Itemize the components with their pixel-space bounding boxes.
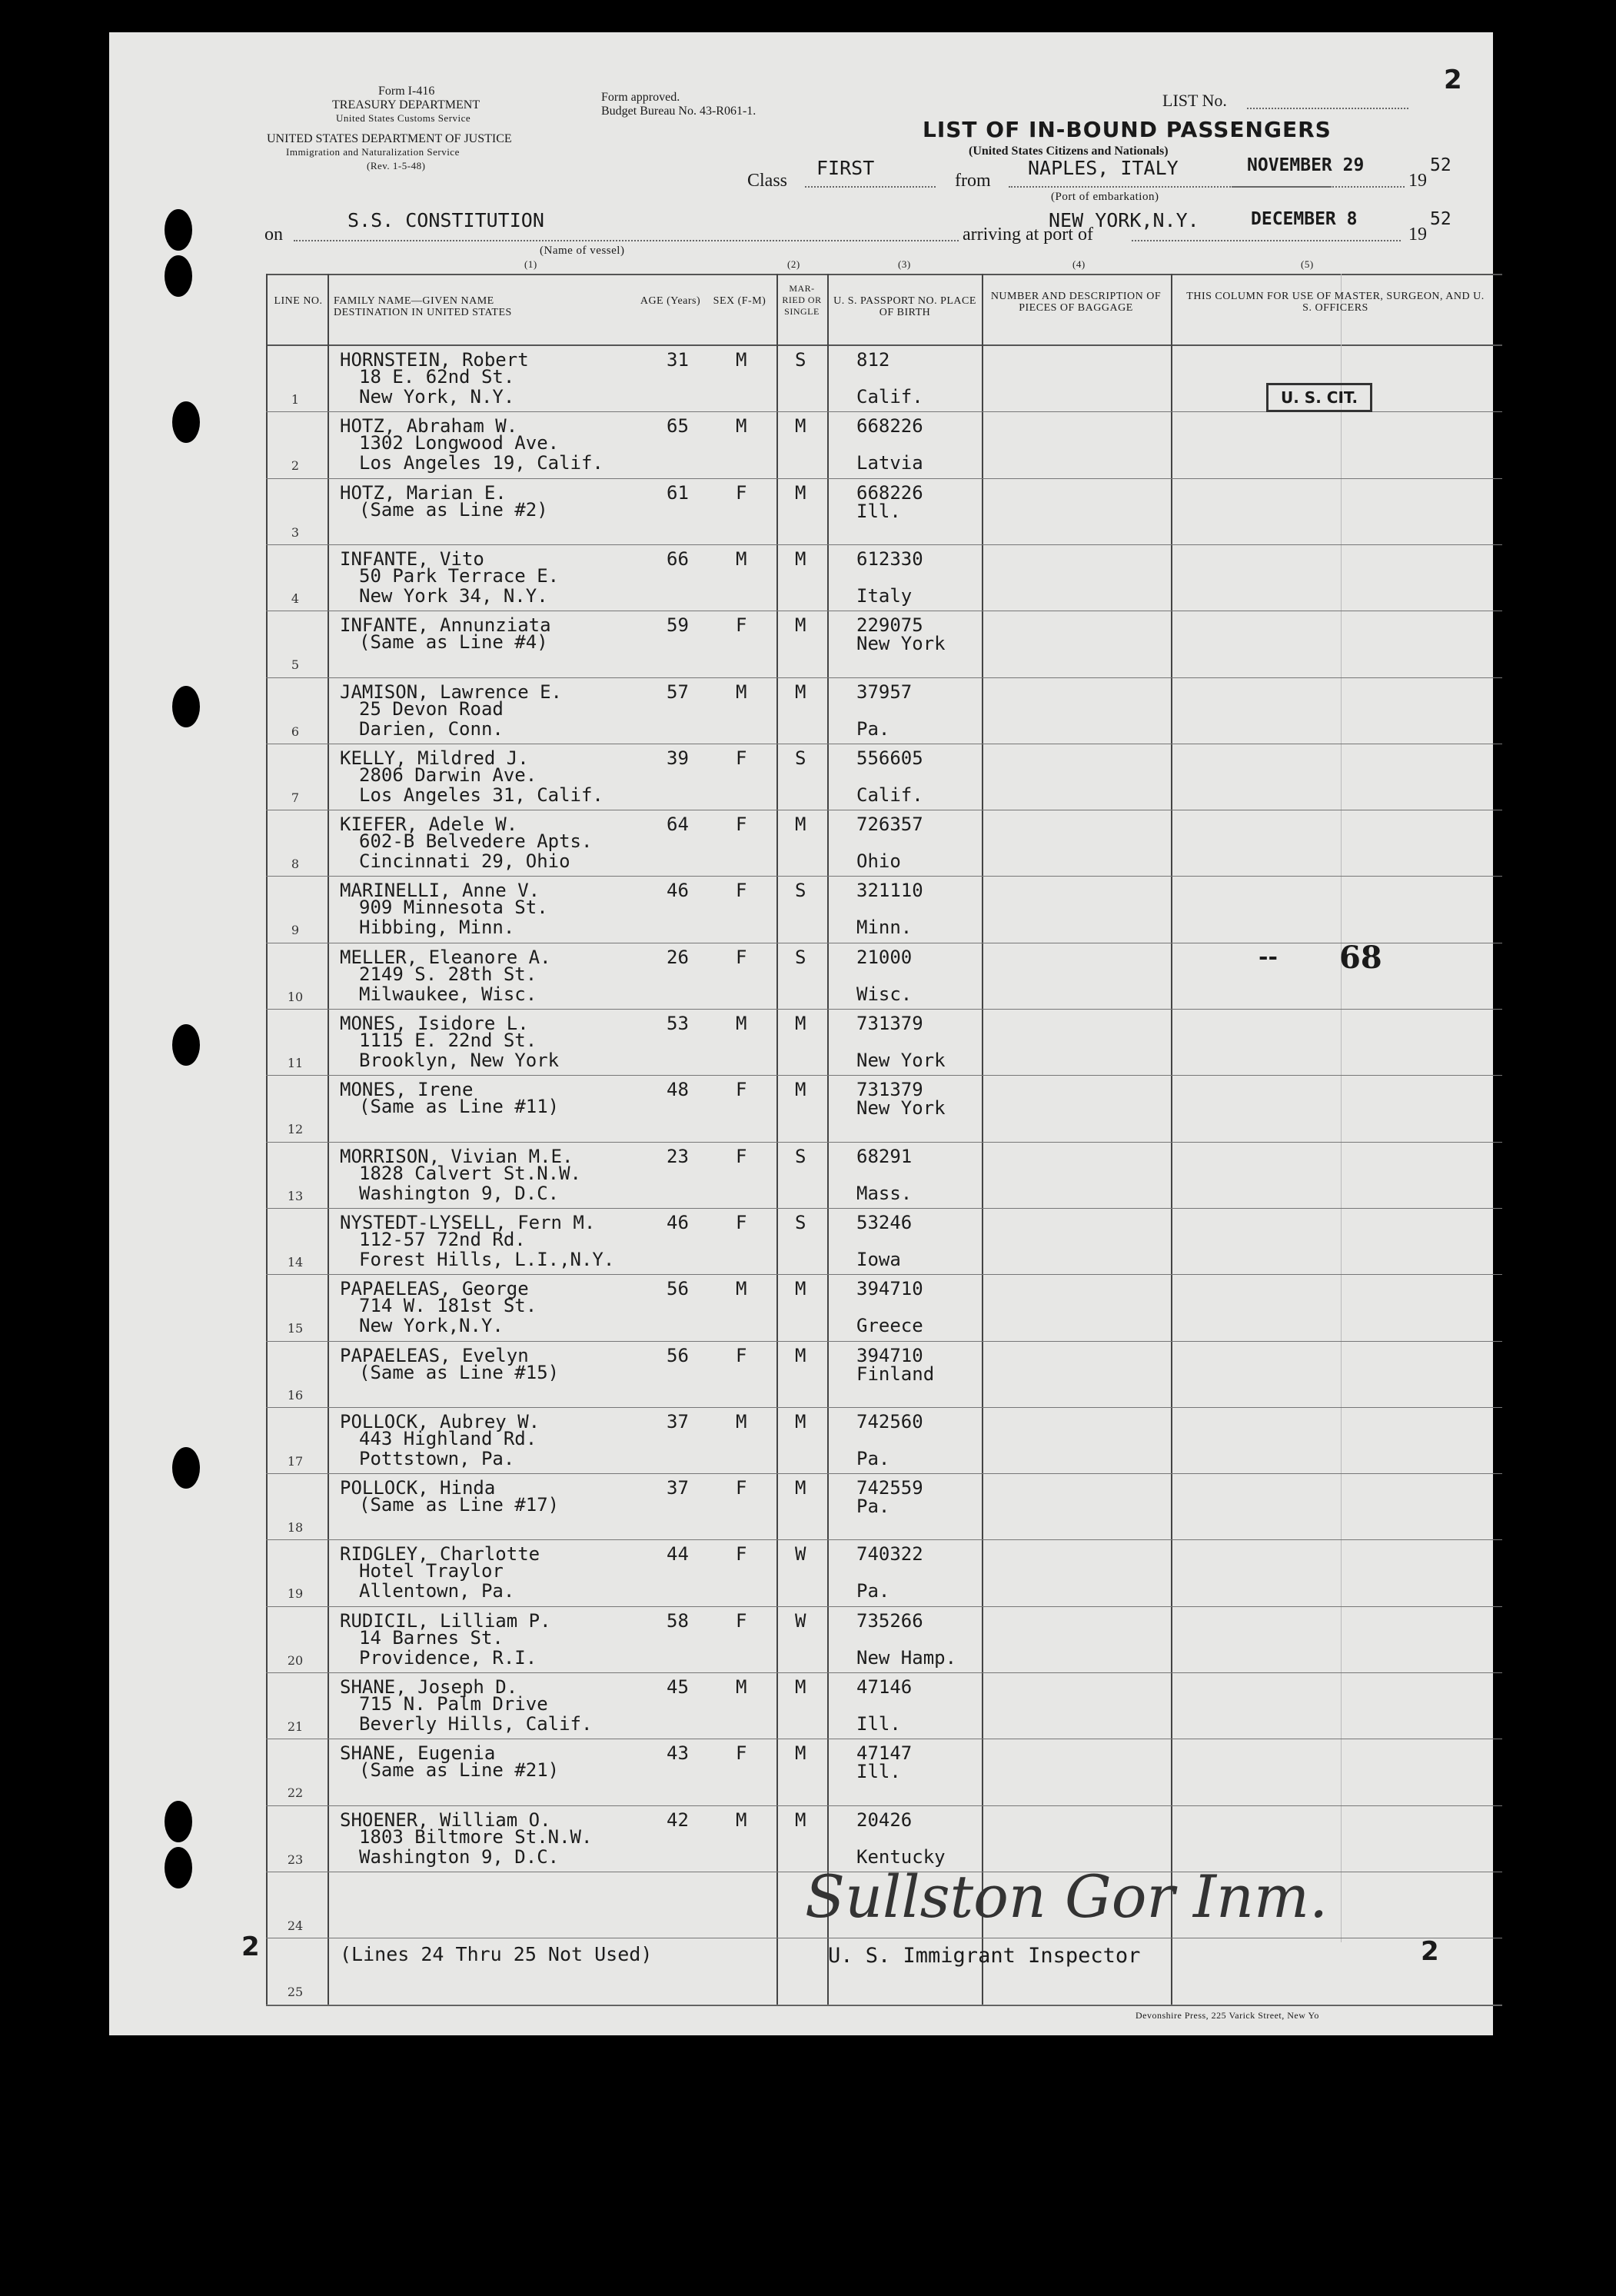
vessel-line: [294, 240, 959, 241]
passenger-sex: M: [736, 680, 747, 703]
passenger-name: SHOENER, William O.: [340, 1809, 551, 1831]
row-divider: [266, 677, 1502, 678]
passport-number: 740322: [856, 1543, 923, 1566]
passenger-name: RIDGLEY, Charlotte: [340, 1543, 540, 1566]
passenger-address-2: Hibbing, Minn.: [359, 917, 515, 939]
passport-number: 812: [856, 349, 890, 371]
margin-page-number-right: 2: [1421, 1936, 1439, 1967]
passport-number: 37957: [856, 680, 913, 703]
passenger-age: 45: [667, 1676, 689, 1698]
justice-dept: UNITED STATES DEPARTMENT OF JUSTICE: [267, 132, 512, 145]
passenger-sex: F: [736, 1609, 747, 1632]
place-of-birth: Pa.: [856, 717, 890, 740]
passenger-marital-status: S: [795, 946, 806, 968]
passport-number: 20426: [856, 1809, 913, 1831]
passenger-age: 64: [667, 814, 689, 836]
passenger-address-1: 2149 S. 28th St.: [359, 963, 537, 985]
place-of-birth: Ohio: [856, 850, 901, 873]
passenger-address-1: Hotel Traylor: [359, 1560, 504, 1582]
on-label: on: [264, 225, 283, 245]
header-married: MAR-RIED OR SINGLE: [782, 283, 822, 317]
table-top-border: [266, 274, 1502, 275]
document-subtitle: (United States Citizens and Nationals): [969, 145, 1169, 158]
passenger-name: SHANE, Joseph D.: [340, 1676, 518, 1698]
passenger-sex: F: [736, 1145, 747, 1167]
passenger-name: MARINELLI, Anne V.: [340, 880, 540, 902]
passport-number: 53246: [856, 1211, 913, 1233]
row-line-number: 10: [287, 989, 304, 1004]
budget-bureau: Budget Bureau No. 43-R061-1.: [601, 105, 756, 118]
passenger-age: 53: [667, 1013, 689, 1034]
passenger-name: KIEFER, Adele W.: [340, 814, 518, 836]
col-divider: [1341, 274, 1342, 1942]
passenger-marital-status: M: [795, 1742, 806, 1765]
row-line-number: 3: [291, 524, 300, 540]
col-divider: [776, 274, 778, 2005]
document-page: [109, 32, 1493, 2035]
row-line-number: 4: [291, 591, 300, 606]
passenger-name: RUDICIL, Lilliam P.: [340, 1609, 551, 1632]
passport-number: 731379: [856, 1013, 923, 1034]
passport-number: 726357: [856, 814, 923, 836]
col-divider: [328, 274, 329, 2005]
passenger-marital-status: M: [795, 1809, 806, 1831]
passport-number: 742559: [856, 1477, 923, 1499]
passport-number: 556605: [856, 747, 923, 769]
place-of-birth: Mass.: [856, 1182, 913, 1204]
passenger-address-2: Washington 9, D.C.: [359, 1182, 560, 1204]
passenger-age: 59: [667, 614, 689, 637]
col-divider: [982, 274, 983, 2005]
passport-number: 668226: [856, 415, 923, 438]
passenger-age: 44: [667, 1543, 689, 1566]
passenger-name: INFANTE, Vito: [340, 547, 484, 570]
row-line-number: 8: [291, 857, 300, 872]
passenger-name: HOTZ, Abraham W.: [340, 415, 518, 438]
col-divider: [827, 274, 829, 2005]
passport-number: 668226: [856, 481, 923, 504]
passenger-address-1: 1115 E. 22nd St.: [359, 1030, 537, 1051]
passenger-age: 39: [667, 747, 689, 769]
passenger-sex: F: [736, 747, 747, 769]
passenger-marital-status: S: [795, 1145, 806, 1167]
place-of-birth: Ill.: [856, 1713, 901, 1735]
passenger-name: POLLOCK, Hinda: [340, 1477, 496, 1499]
col-number: (5): [1301, 258, 1314, 270]
year-value: 52: [1430, 155, 1451, 175]
passenger-name: KELLY, Mildred J.: [340, 747, 529, 769]
punch-hole: [172, 1024, 200, 1066]
passenger-address-2: Washington 9, D.C.: [359, 1845, 560, 1868]
passenger-address-2: Beverly Hills, Calif.: [359, 1713, 593, 1735]
passenger-name: MONES, Isidore L.: [340, 1013, 529, 1034]
header-baggage: NUMBER AND DESCRIPTION OF PIECES OF BAGGAGE: [990, 291, 1162, 314]
row-line-number: 17: [287, 1453, 304, 1469]
passenger-address-1: 602-B Belvedere Apts.: [359, 830, 593, 853]
col-divider: [1171, 274, 1172, 2005]
passenger-address-2: New York,N.Y.: [359, 1315, 504, 1337]
passenger-marital-status: M: [795, 1013, 806, 1034]
row-divider: [266, 544, 1502, 545]
passenger-address-1: (Same as Line #15): [359, 1361, 560, 1383]
inspector-signature: Sullston Gor Inm.: [805, 1862, 1328, 1931]
passenger-marital-status: M: [795, 680, 806, 703]
date-line: [1232, 186, 1405, 188]
passenger-marital-status: M: [795, 1477, 806, 1499]
punch-hole: [165, 255, 192, 297]
passport-number: 68291: [856, 1145, 913, 1167]
row-line-number: 16: [287, 1387, 304, 1403]
passenger-marital-status: M: [795, 1410, 806, 1433]
punch-hole: [172, 686, 200, 727]
row-line-number: 9: [291, 923, 300, 938]
passenger-sex: F: [736, 1543, 747, 1566]
place-of-birth: New York: [856, 1097, 946, 1120]
passenger-address-1: 112-57 72nd Rd.: [359, 1228, 526, 1250]
passenger-marital-status: S: [795, 880, 806, 902]
passenger-address-2: Pottstown, Pa.: [359, 1447, 515, 1469]
row-line-number: 20: [287, 1652, 304, 1668]
passenger-address-2: Forest Hills, L.I.,N.Y.: [359, 1248, 615, 1270]
place-of-birth: Greece: [856, 1315, 923, 1337]
row-divider: [266, 1672, 1502, 1673]
printer-credit: Devonshire Press, 225 Varick Street, New Yo: [1136, 2010, 1319, 2021]
passenger-age: 37: [667, 1477, 689, 1499]
row-divider: [266, 1075, 1502, 1076]
passenger-address-1: 2806 Darwin Ave.: [359, 764, 537, 786]
row-divider: [266, 1208, 1502, 1209]
passenger-marital-status: M: [795, 1079, 806, 1101]
punch-hole: [172, 401, 200, 443]
passport-number: 321110: [856, 880, 923, 902]
row-line-number: 18: [287, 1520, 304, 1536]
passenger-address-1: 25 Devon Road: [359, 697, 504, 720]
header-sex: SEX (F-M): [713, 295, 766, 307]
punch-hole: [165, 209, 192, 251]
passenger-age: 57: [667, 680, 689, 703]
row-divider: [266, 876, 1502, 877]
passenger-marital-status: M: [795, 547, 806, 570]
header-officers: THIS COLUMN FOR USE OF MASTER, SURGEON, AND U. S. OFFICERS: [1186, 291, 1485, 314]
row-line-number: 21: [287, 1719, 304, 1734]
port-embark-label: (Port of embarkation): [1051, 191, 1159, 203]
passenger-marital-status: S: [795, 1211, 806, 1233]
header-age: AGE (Years): [640, 295, 701, 307]
class-label: Class: [747, 171, 788, 191]
passenger-age: 26: [667, 946, 689, 968]
vessel-label: (Name of vessel): [540, 245, 625, 257]
row-line-number: 2: [291, 458, 300, 474]
passenger-address-2: Providence, R.I.: [359, 1646, 537, 1669]
passenger-age: 61: [667, 481, 689, 504]
row-divider: [266, 1407, 1502, 1408]
unused-lines-note: (Lines 24 Thru 25 Not Used): [340, 1943, 653, 1966]
passenger-name: NYSTEDT-LYSELL, Fern M.: [340, 1211, 596, 1233]
passenger-age: 65: [667, 415, 689, 438]
passenger-address-1: 18 E. 62nd St.: [359, 366, 515, 388]
passenger-sex: F: [736, 814, 747, 836]
place-of-birth: Ill.: [856, 500, 901, 522]
passenger-address-1: (Same as Line #17): [359, 1494, 560, 1516]
row-divider: [266, 1009, 1502, 1010]
passenger-marital-status: M: [795, 481, 806, 504]
place-of-birth: Iowa: [856, 1248, 901, 1270]
place-of-birth: Kentucky: [856, 1845, 946, 1868]
treasury-dept: TREASURY DEPARTMENT: [332, 98, 480, 111]
passenger-marital-status: M: [795, 1676, 806, 1698]
passport-number: 742560: [856, 1410, 923, 1433]
place-of-birth: New York: [856, 1050, 946, 1071]
row-line-number: 13: [287, 1188, 304, 1203]
passenger-address-2: Cincinnati 29, Ohio: [359, 850, 570, 873]
passenger-address-1: 909 Minnesota St.: [359, 897, 548, 919]
header-line-no: LINE NO.: [274, 295, 323, 307]
passenger-sex: F: [736, 946, 747, 968]
passenger-address-2: Brooklyn, New York: [359, 1050, 560, 1071]
passenger-marital-status: S: [795, 349, 806, 371]
passenger-marital-status: W: [795, 1543, 806, 1566]
passport-number: 394710: [856, 1344, 923, 1366]
passenger-age: 58: [667, 1609, 689, 1632]
passenger-sex: M: [736, 1013, 747, 1034]
passenger-age: 31: [667, 349, 689, 371]
passenger-sex: M: [736, 415, 747, 438]
passenger-marital-status: M: [795, 1344, 806, 1366]
vessel-name: S.S. CONSTITUTION: [347, 209, 544, 231]
passenger-age: 23: [667, 1145, 689, 1167]
passport-number: 612330: [856, 547, 923, 570]
passenger-sex: F: [736, 1079, 747, 1101]
passenger-name: JAMISON, Lawrence E.: [340, 680, 562, 703]
passenger-marital-status: M: [795, 614, 806, 637]
year-prefix: 19: [1408, 171, 1427, 191]
place-of-birth: Pa.: [856, 1447, 890, 1469]
place-of-birth: Wisc.: [856, 983, 913, 1005]
place-of-birth: Ill.: [856, 1761, 901, 1783]
list-no-label: LIST No.: [1162, 91, 1227, 110]
list-no-line: [1247, 108, 1408, 109]
row-line-number: 23: [287, 1852, 304, 1867]
row-line-number: 11: [287, 1056, 304, 1070]
col-number: (1): [524, 258, 537, 270]
col-number: (2): [787, 258, 800, 270]
officer-note: 68: [1339, 940, 1382, 976]
passenger-age: 46: [667, 880, 689, 902]
row-line-number: 5: [291, 657, 300, 673]
passenger-name: PAPAELEAS, George: [340, 1278, 529, 1300]
header-name: FAMILY NAME—GIVEN NAME DESTINATION IN UNITED STATES: [334, 295, 512, 318]
col-divider: [266, 274, 268, 2005]
passport-number: 21000: [856, 946, 913, 968]
row-line-number: 19: [287, 1586, 304, 1602]
row-line-number: 14: [287, 1254, 304, 1269]
passport-number: 47147: [856, 1742, 913, 1765]
passenger-name: INFANTE, Annunziata: [340, 614, 551, 637]
departure-date: NOVEMBER 29: [1247, 155, 1365, 175]
passenger-sex: M: [736, 1278, 747, 1300]
passenger-address-1: 715 N. Palm Drive: [359, 1693, 548, 1715]
passenger-age: 66: [667, 547, 689, 570]
form-number: Form I-416: [378, 85, 435, 98]
officer-dash: --: [1259, 943, 1278, 970]
passenger-address-1: (Same as Line #11): [359, 1096, 560, 1118]
place-of-birth: Latvia: [856, 452, 923, 474]
passenger-address-1: (Same as Line #4): [359, 631, 548, 654]
passenger-sex: F: [736, 481, 747, 504]
margin-page-number-left: 2: [241, 1932, 260, 1962]
passenger-address-2: New York, N.Y.: [359, 386, 515, 408]
arrival-year: 52: [1430, 209, 1451, 229]
row-divider: [266, 1805, 1502, 1806]
row-divider: [266, 478, 1502, 479]
passenger-sex: M: [736, 1809, 747, 1831]
passenger-address-2: Milwaukee, Wisc.: [359, 983, 537, 1005]
passenger-age: 48: [667, 1079, 689, 1101]
row-line-number: 25: [287, 1985, 304, 2000]
passport-number: 47146: [856, 1676, 913, 1698]
passenger-marital-status: S: [795, 747, 806, 769]
passenger-name: PAPAELEAS, Evelyn: [340, 1344, 529, 1366]
passenger-name: HOTZ, Marian E.: [340, 481, 507, 504]
place-of-birth: New York: [856, 633, 946, 655]
passenger-sex: M: [736, 1676, 747, 1698]
ins-service: Immigration and Naturalization Service: [286, 146, 460, 158]
passenger-name: MONES, Irene: [340, 1079, 474, 1101]
arriving-label: arriving at port of: [963, 225, 1093, 245]
passenger-name: SHANE, Eugenia: [340, 1742, 496, 1765]
passenger-address-1: (Same as Line #2): [359, 498, 548, 521]
passenger-address-1: (Same as Line #21): [359, 1759, 560, 1782]
passenger-sex: F: [736, 1477, 747, 1499]
passenger-sex: F: [736, 1211, 747, 1233]
passenger-name: MELLER, Eleanore A.: [340, 946, 551, 968]
passenger-name: POLLOCK, Aubrey W.: [340, 1410, 540, 1433]
row-divider: [266, 1606, 1502, 1607]
passenger-sex: F: [736, 1742, 747, 1765]
punch-hole: [165, 1801, 192, 1842]
row-line-number: 1: [291, 392, 300, 407]
passenger-sex: F: [736, 614, 747, 637]
passenger-marital-status: M: [795, 1278, 806, 1300]
passenger-marital-status: M: [795, 415, 806, 438]
passenger-address-2: Allentown, Pa.: [359, 1580, 515, 1602]
passport-number: 229075: [856, 614, 923, 637]
passenger-age: 46: [667, 1211, 689, 1233]
passenger-address-2: Darien, Conn.: [359, 717, 504, 740]
passenger-age: 56: [667, 1278, 689, 1300]
class-line: [805, 186, 936, 188]
passenger-sex: M: [736, 349, 747, 371]
row-line-number: 24: [287, 1918, 304, 1933]
row-line-number: 22: [287, 1785, 304, 1801]
passenger-age: 43: [667, 1742, 689, 1765]
row-line-number: 6: [291, 724, 300, 739]
punch-hole: [165, 1847, 192, 1888]
passenger-age: 42: [667, 1809, 689, 1831]
row-line-number: 7: [291, 790, 300, 805]
place-of-birth: Finland: [856, 1363, 935, 1385]
arrival-year-prefix: 19: [1408, 225, 1427, 245]
passenger-sex: F: [736, 1344, 747, 1366]
place-of-birth: Calif.: [856, 784, 923, 806]
place-of-birth: New Hamp.: [856, 1646, 957, 1669]
passenger-address-2: Los Angeles 31, Calif.: [359, 784, 604, 806]
arrival-line: [1132, 240, 1401, 241]
passenger-marital-status: M: [795, 814, 806, 836]
passenger-name: HORNSTEIN, Robert: [340, 349, 529, 371]
place-of-birth: Pa.: [856, 1580, 890, 1602]
arrival-date: DECEMBER 8: [1251, 209, 1358, 229]
passenger-sex: F: [736, 880, 747, 902]
class-value: FIRST: [816, 157, 875, 179]
passenger-age: 56: [667, 1344, 689, 1366]
place-of-birth: Calif.: [856, 386, 923, 408]
passenger-address-1: 50 Park Terrace E.: [359, 564, 560, 587]
document-title: LIST OF IN-BOUND PASSENGERS: [923, 117, 1332, 142]
row-line-number: 12: [287, 1122, 304, 1137]
place-of-birth: Minn.: [856, 917, 913, 939]
from-value: NAPLES, ITALY: [1028, 157, 1179, 179]
punch-hole: [172, 1447, 200, 1489]
col-number: (4): [1072, 258, 1086, 270]
from-label: from: [955, 171, 991, 191]
row-divider: [266, 1142, 1502, 1143]
passenger-address-1: 14 Barnes St.: [359, 1626, 504, 1649]
passenger-name: MORRISON, Vivian M.E.: [340, 1145, 574, 1167]
form-approved: Form approved.: [601, 91, 680, 104]
inspector-label: U. S. Immigrant Inspector: [828, 1944, 1141, 1968]
passenger-address-1: 1803 Biltmore St.N.W.: [359, 1825, 593, 1848]
header-passport: U. S. PASSPORT NO. PLACE OF BIRTH: [833, 295, 976, 318]
passenger-address-1: 1302 Longwood Ave.: [359, 432, 560, 454]
row-divider: [266, 1341, 1502, 1342]
passenger-address-2: Los Angeles 19, Calif.: [359, 452, 604, 474]
passenger-address-1: 443 Highland Rd.: [359, 1427, 537, 1449]
row-divider: [266, 1539, 1502, 1540]
passenger-age: 37: [667, 1410, 689, 1433]
col-number: (3): [898, 258, 911, 270]
passenger-marital-status: W: [795, 1609, 806, 1632]
passenger-sex: M: [736, 547, 747, 570]
passenger-address-1: 1828 Calvert St.N.W.: [359, 1162, 581, 1184]
passport-number: 735266: [856, 1609, 923, 1632]
place-of-birth: Pa.: [856, 1496, 890, 1518]
passenger-address-1: 714 W. 181st St.: [359, 1295, 537, 1317]
place-of-birth: Italy: [856, 584, 913, 607]
customs-service: United States Customs Service: [336, 112, 471, 124]
passenger-address-2: New York 34, N.Y.: [359, 584, 548, 607]
passport-number: 394710: [856, 1278, 923, 1300]
table-header-border: [266, 344, 1502, 346]
page-number: 2: [1444, 65, 1462, 95]
row-divider: [266, 1473, 1502, 1474]
passenger-sex: M: [736, 1410, 747, 1433]
officer-stamp: U. S. CIT.: [1266, 383, 1372, 412]
arrival-port: NEW YORK,N.Y.: [1049, 209, 1199, 231]
revision: (Rev. 1-5-48): [367, 160, 426, 171]
row-line-number: 15: [287, 1321, 304, 1336]
passport-number: 731379: [856, 1079, 923, 1101]
row-divider: [266, 1274, 1502, 1275]
